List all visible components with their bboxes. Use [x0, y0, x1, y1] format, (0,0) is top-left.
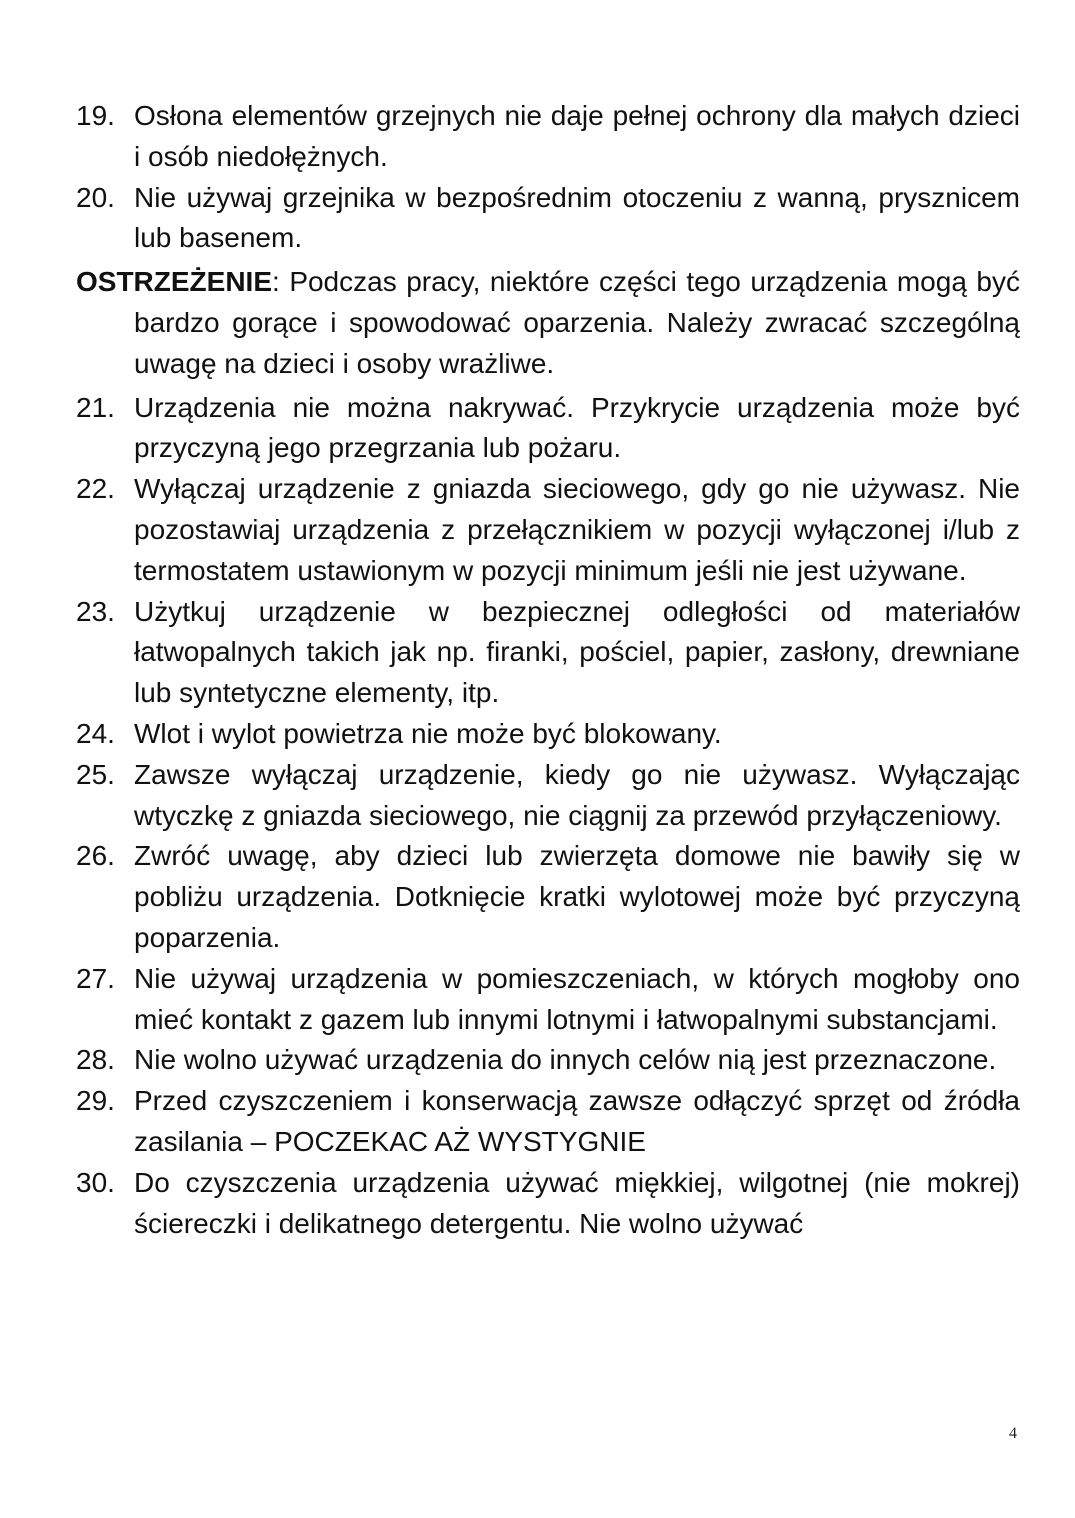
list-item-26 — [76, 836, 1020, 958]
item-text: Wyłączaj urządzenie z gniazda sieciowego, gdy go nie używasz. Nie pozostawiaj urządzenia z przełącznikiem w pozycji wyłączonej i/lub z termostatem ustawionym w pozycji minimum jeśli nie jest używane. — [134, 473, 1020, 586]
list-item-23 — [76, 592, 1020, 714]
item-text: Wlot i wylot powietrza nie może być blokowany. — [134, 717, 722, 749]
item-number: 27. — [76, 962, 115, 994]
item-number: 19. — [76, 100, 115, 131]
list-item-25 — [76, 755, 1020, 837]
list-item-19 — [76, 96, 1020, 178]
list-item-27 — [76, 959, 1020, 1041]
item-number: 22. — [76, 473, 115, 505]
warning-label: OSTRZEŻENIE — [76, 266, 273, 298]
page-number: 4 — [1009, 1425, 1017, 1442]
item-number: 26. — [76, 840, 115, 872]
list-item-30 — [76, 1163, 1020, 1245]
item-number: 30. — [76, 1166, 115, 1198]
warning-paragraph — [76, 262, 1020, 384]
item-number: 20. — [76, 181, 115, 213]
item-text: Nie używaj urządzenia w pomieszczeniach, w których mogłoby ono mieć kontakt z gazem lub innymi lotnymi i łatwopalnymi substancjami. — [134, 962, 1020, 1035]
item-number: 23. — [76, 595, 115, 627]
item-text: Do czyszczenia urządzenia używać miękkiej, wilgotnej (nie mokrej) ściereczki i delikatnego detergentu. Nie wolno używać — [134, 1166, 1020, 1239]
list-item-22 — [76, 469, 1020, 591]
item-number: 29. — [76, 1085, 115, 1117]
item-text: Przed czyszczeniem i konserwacją zawsze odłączyć sprzęt od źródła zasilania – POCZEKAC AŻ WYSTYGNIE — [134, 1085, 1020, 1157]
list-item-21 — [76, 388, 1020, 470]
warning-text: : Podczas pracy, niektóre części tego urządzenia mogą być bardzo gorące i spowodować oparzenia. Należy zwracać szczególną uwagę na dzieci i osoby wrażliwe. — [134, 266, 1020, 379]
item-number: 21. — [76, 391, 115, 423]
item-text: Użytkuj urządzenie w bezpiecznej odległości od materiałów łatwopalnych takich jak np. firanki, pościel, papier, zasłony, drewniane lub syntetyczne elementy, itp. — [134, 595, 1020, 709]
list-before-warning — [76, 96, 1020, 259]
item-text: Osłona elementów grzejnych nie daje pełnej ochrony dla małych dzieci i osób niedołężnych. — [134, 100, 1020, 172]
document-body — [76, 96, 1020, 1244]
item-number: 24. — [76, 717, 115, 749]
item-text: Zawsze wyłączaj urządzenie, kiedy go nie używasz. Wyłączając wtyczkę z gniazda sieciowego, nie ciągnij za przewód przyłączeniowy. — [134, 758, 1020, 831]
item-text: Zwróć uwagę, aby dzieci lub zwierzęta domowe nie bawiły się w pobliżu urządzenia. Dotknięcie kratki wylotowej może być przyczyną poparzenia. — [134, 840, 1020, 953]
list-after-warning — [76, 388, 1020, 1245]
item-text: Nie wolno używać urządzenia do innych celów nią jest przeznaczone. — [134, 1044, 997, 1076]
list-item-24 — [76, 714, 1020, 755]
list-item-20 — [76, 178, 1020, 260]
item-text: Nie używaj grzejnika w bezpośrednim otoczeniu z wanną, prysznicem lub basenem. — [134, 181, 1020, 254]
item-number: 28. — [76, 1044, 115, 1076]
list-item-28 — [76, 1040, 1020, 1081]
item-number: 25. — [76, 758, 115, 790]
item-text: Urządzenia nie można nakrywać. Przykrycie urządzenia może być przyczyną jego przegrzania lub pożaru. — [134, 391, 1020, 464]
list-item-29 — [76, 1081, 1020, 1163]
